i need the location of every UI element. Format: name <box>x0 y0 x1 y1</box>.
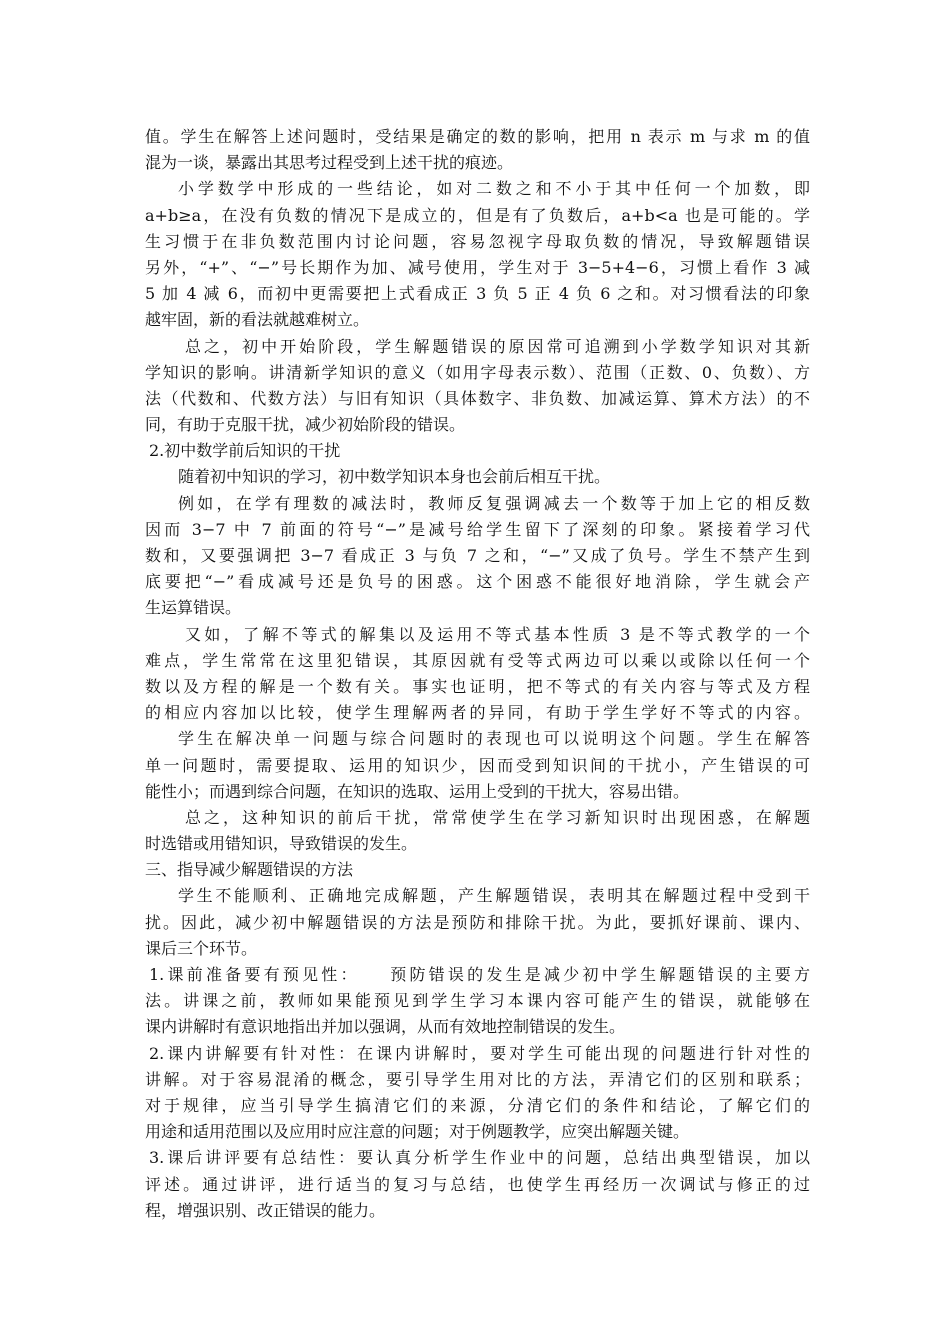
section-heading: 2.初中数学前后知识的干扰 <box>149 441 341 461</box>
text-line: 单一问题时，需要提取、运用的知识少，因而受到知识间的干扰小，产生错误的可 <box>145 755 810 775</box>
text-line: 越牢固，新的看法就越难树立。 <box>145 310 370 330</box>
text-line: 因而 3−7 中 7 前面的符号“−”是减号给学生留下了深刻的印象。紧接着学习代 <box>145 519 810 539</box>
text-line: 混为一谈，暴露出其思考过程受到上述干扰的痕迹。 <box>145 153 514 173</box>
text-line: 小学数学中形成的一些结论，如对二数之和不小于其中任何一个加数，即 <box>178 179 810 199</box>
text-line: 总之，这种知识的前后干扰，常常使学生在学习新知识时出现困惑，在解题 <box>185 807 810 827</box>
text-line: 同，有助于克服干扰，减少初始阶段的错误。 <box>145 415 466 435</box>
text-line: 数和，又要强调把 3−7 看成正 3 与负 7 之和，“−”又成了负号。学生不禁产生到 <box>145 546 810 565</box>
text-line: 课后三个环节。 <box>145 938 258 958</box>
section-heading: 三、指导减少解题错误的方法 <box>145 860 354 880</box>
text-line: 讲解。对于容易混淆的概念，要引导学生用对比的方法，弄清它们的区别和联系； <box>145 1069 810 1089</box>
text-line: 值。学生在解答上述问题时，受结果是确定的数的影响，把用 n 表示 m 与求 m 的值 <box>145 127 810 146</box>
text-line: 扰。因此，减少初中解题错误的方法是预防和排除干扰。为此，要抓好课前、课内、 <box>145 912 810 932</box>
text-line: 例如，在学有理数的减法时，教师反复强调减去一个数等于加上它的相反数 <box>178 493 810 513</box>
text-line: 生习惯于在非负数范围内讨论问题，容易忽视字母取负数的情况，导致解题错误 <box>145 231 810 251</box>
text-line: 2.课内讲解要有针对性：在课内讲解时，要对学生可能出现的问题进行针对性的 <box>149 1043 810 1063</box>
text-line: 又如，了解不等式的解集以及运用不等式基本性质 3 是不等式教学的一个 <box>185 624 810 644</box>
text-line: 学知识的影响。讲清新学知识的意义（如用字母表示数）、范围（正数、0、负数）、方 <box>145 362 810 382</box>
text-line: 学生在解决单一问题与综合问题时的表现也可以说明这个问题。学生在解答 <box>178 729 810 749</box>
text-line: 能性小；而遇到综合问题，在知识的选取、运用上受到的干扰大，容易出错。 <box>145 781 690 801</box>
document-body <box>145 124 810 1224</box>
text-line: 法。讲课之前，教师如果能预见到学生学习本课内容可能产生的错误，就能够在 <box>145 991 810 1011</box>
text-line: 随着初中知识的学习，初中数学知识本身也会前后相互干扰。 <box>178 467 611 487</box>
text-line: 总之，初中开始阶段，学生解题错误的原因常可追溯到小学数学知识对其新 <box>185 336 810 356</box>
text-line: 1.课前准备要有预见性： 预防错误的发生是减少初中学生解题错误的主要方 <box>149 965 810 984</box>
text-line: 用途和适用范围以及应用时应注意的问题；对于例题教学，应突出解题关键。 <box>145 1122 690 1142</box>
text-line: 难点，学生常常在这里犯错误，其原因就有受等式两边可以乘以或除以任何一个 <box>145 650 810 670</box>
text-line: 课内讲解时有意识地指出并加以强调，从而有效地控制错误的发生。 <box>145 1017 626 1037</box>
text-line: 生运算错误。 <box>145 598 242 618</box>
text-line: 5 加 4 减 6，而初中更需要把上式看成正 3 负 5 正 4 负 6 之和。对习惯看法的印象 <box>145 284 810 304</box>
text-line: 学生不能顺利、正确地完成解题，产生解题错误，表明其在解题过程中受到干 <box>178 886 810 906</box>
text-line: 另外，“+”、“−”号长期作为加、减号使用，学生对于 3−5+4−6，习惯上看作 3 减 <box>145 257 810 277</box>
text-line: 对于规律，应当引导学生搞清它们的来源，分清它们的条件和结论，了解它们的 <box>145 1095 810 1115</box>
text-line: a+b≥a，在没有负数的情况下是成立的，但是有了负数后，a+b<a 也是可能的。学 <box>145 205 810 225</box>
text-line: 时选错或用错知识，导致错误的发生。 <box>145 834 418 854</box>
text-line: 程，增强识别、改正错误的能力。 <box>145 1200 386 1220</box>
text-line: 底要把“−”看成减号还是负号的困惑。这个困惑不能很好地消除，学生就会产 <box>145 572 810 592</box>
text-line: 的相应内容加以比较，使学生理解两者的异同，有助于学生学好不等式的内容。 <box>145 703 810 723</box>
text-line: 数以及方程的解是一个数有关。事实也证明，把不等式的有关内容与等式及方程 <box>145 676 810 696</box>
text-line: 评述。通过讲评，进行适当的复习与总结，也使学生再经历一次调试与修正的过 <box>145 1174 810 1194</box>
text-line: 法（代数和、代数方法）与旧有知识（具体数字、非负数、加减运算、算术方法）的不 <box>145 388 810 408</box>
text-line: 3.课后讲评要有总结性：要认真分析学生作业中的问题，总结出典型错误，加以 <box>149 1148 810 1168</box>
